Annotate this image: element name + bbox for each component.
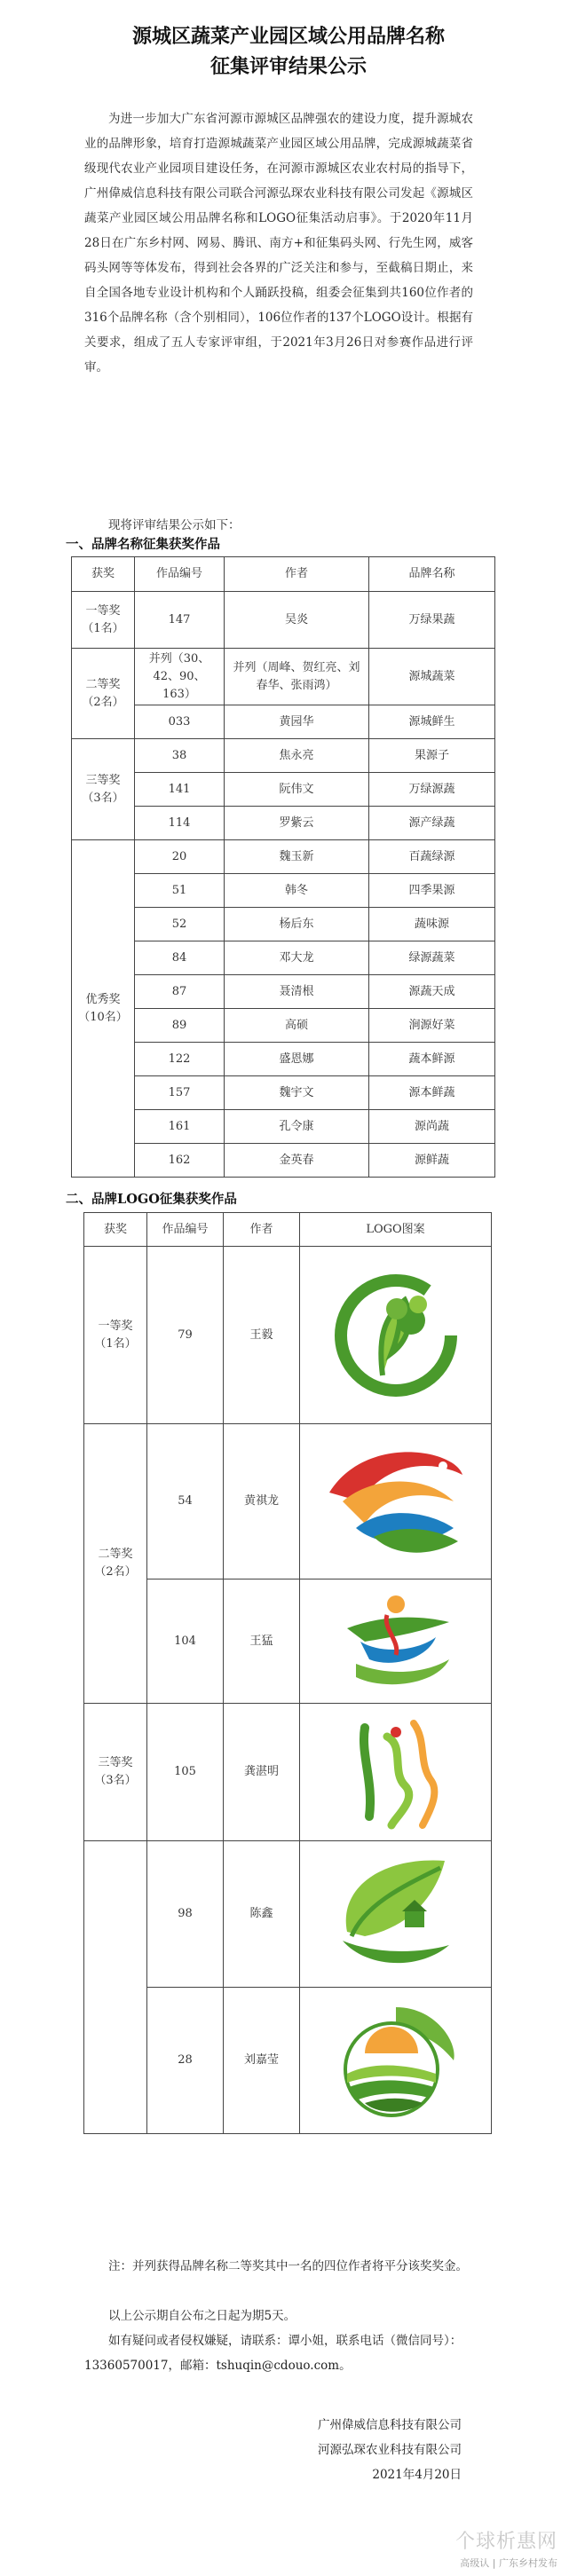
table-cell: 魏玉新 <box>225 840 369 874</box>
table-cell: 157 <box>135 1076 225 1110</box>
table-cell: 源本鲜蔬 <box>369 1076 495 1110</box>
table-cell: 王毅 <box>224 1247 300 1424</box>
table-cell: 蔬味源 <box>369 908 495 941</box>
header-cell: 作品编号 <box>135 557 225 592</box>
table-cell: 122 <box>135 1043 225 1076</box>
table-cell: 陈鑫 <box>224 1841 300 1988</box>
table-cell: 源城鲜生 <box>369 705 495 739</box>
award-cell: 一等奖 （1名） <box>72 592 135 649</box>
footer-org-2: 河源弘琛农业科技有限公司 <box>318 2443 462 2457</box>
table-cell: 52 <box>135 908 225 941</box>
table-cell: 四季果源 <box>369 874 495 908</box>
table-row <box>72 592 495 649</box>
table-cell: 果源子 <box>369 739 495 773</box>
table-cell: 147 <box>135 592 225 649</box>
table-row <box>84 1704 492 1841</box>
table-cell: 033 <box>135 705 225 739</box>
table-cell: 聂清根 <box>225 975 369 1009</box>
table-cell: 百蔬绿源 <box>369 840 495 874</box>
table-row <box>72 739 495 773</box>
table-cell: 杨后东 <box>225 908 369 941</box>
table-row <box>72 1144 495 1178</box>
table-cell: 84 <box>135 941 225 975</box>
table-cell: 龚湛明 <box>224 1704 300 1841</box>
table-row <box>72 874 495 908</box>
watermark-sub: 高级认 | 广东乡村发布 <box>460 2557 557 2569</box>
award-cell <box>84 1841 147 2134</box>
table-cell: 王猛 <box>224 1579 300 1704</box>
table-cell: 黄园华 <box>225 705 369 739</box>
table-cell: 黄祺龙 <box>224 1424 300 1579</box>
award-cell: 三等奖 （3名） <box>84 1704 147 1841</box>
calligraphy-logo-icon <box>300 1704 492 1841</box>
award-cell: 一等奖 （1名） <box>84 1247 147 1424</box>
table-cell: 高硕 <box>225 1009 369 1043</box>
watermark: 个球析惠网 <box>454 2531 557 2553</box>
table-cell: 盛恩娜 <box>225 1043 369 1076</box>
logo-table <box>83 1212 492 2134</box>
table-cell: 20 <box>135 840 225 874</box>
leaf-house-logo-icon <box>300 1841 492 1988</box>
table-cell: 54 <box>147 1424 224 1579</box>
table-cell: 源鲜蔬 <box>369 1144 495 1178</box>
table-row <box>72 975 495 1009</box>
table-cell: 吴炎 <box>225 592 369 649</box>
bird-swoosh-logo-icon <box>300 1424 492 1579</box>
table-row <box>72 807 495 840</box>
table-cell: 绿源蔬菜 <box>369 941 495 975</box>
table-cell: 韩冬 <box>225 874 369 908</box>
table-cell: 141 <box>135 773 225 807</box>
page-title: 源城区蔬菜产业园区域公用品牌名称 <box>131 25 445 48</box>
award-cell: 三等奖 （3名） <box>72 739 135 840</box>
table-cell: 阮伟文 <box>225 773 369 807</box>
note-period: 以上公示期自公布之日起为期5天。 <box>108 2309 296 2323</box>
table-cell: 114 <box>135 807 225 840</box>
table-cell: 162 <box>135 1144 225 1178</box>
table-header-row <box>72 557 495 592</box>
leaf-logo-icon <box>300 1247 492 1424</box>
award-cell: 二等奖 （2名） <box>72 649 135 739</box>
table-cell: 79 <box>147 1247 224 1424</box>
table-cell: 邓大龙 <box>225 941 369 975</box>
table-cell: 28 <box>147 1988 224 2134</box>
table-cell: 并列（周峰、贺红亮、刘春华、张雨鸿） <box>225 649 369 705</box>
section-title-logo: 二、品牌LOGO征集获奖作品 <box>66 1192 237 1207</box>
brand-name-table <box>71 556 495 1178</box>
note-tie: 注：并列获得品牌名称二等奖其中一名的四位作者将平分该奖奖金。 <box>108 2259 468 2273</box>
sunrise-field-logo-icon <box>300 1988 492 2134</box>
table-cell: 蔬本鲜源 <box>369 1043 495 1076</box>
award-cell: 二等奖 （2名） <box>84 1424 147 1704</box>
table-cell: 98 <box>147 1841 224 1988</box>
footer-date: 2021年4月20日 <box>372 2468 462 2482</box>
table-row <box>72 1043 495 1076</box>
table-cell: 161 <box>135 1110 225 1144</box>
table-cell: 金英春 <box>225 1144 369 1178</box>
table-cell: 105 <box>147 1704 224 1841</box>
table-row <box>84 1841 492 1988</box>
table-cell: 并列（30、42、90、163） <box>135 649 225 705</box>
header-cell: 作者 <box>224 1213 300 1247</box>
table-cell: 87 <box>135 975 225 1009</box>
table-cell: 104 <box>147 1579 224 1704</box>
note-contact: 如有疑问或者侵权嫌疑，请联系：谭小姐，联系电话（微信同号）：13360570017，邮箱：tshuqin@cdouo.com。 <box>84 2334 462 2373</box>
river-figure-logo-icon <box>300 1579 492 1704</box>
header-cell: LOGO图案 <box>300 1213 492 1247</box>
table-cell: 38 <box>135 739 225 773</box>
table-cell: 万绿源蔬 <box>369 773 495 807</box>
table-cell: 源城蔬菜 <box>369 649 495 705</box>
table-cell: 万绿果蔬 <box>369 592 495 649</box>
table-row <box>72 840 495 874</box>
page-subtitle: 征集评审结果公示 <box>209 55 367 78</box>
table-row <box>72 649 495 705</box>
intro-paragraph: 为进一步加大广东省河源市源城区品牌强农的建设力度，提升源城农业的品牌形象，培育打造源城蔬菜产业园区域公用品牌，完成源城蔬菜省级现代农业产业园项目建设任务，在河源市源城区农业农村局的指导下，广州偉威信息科技有限公司联合河源弘琛农业科技有限公司发起《源城区蔬菜产业园区域公用品牌名称和LOGO征集活动启事》。于2020年11月28日在广东乡村网、网易、腾讯、南方+和征集码头网、行先生网，威客码头网等等体发布，得到社会各界的广泛关注和参与，至截稿日期止，来自全国各地专业设计机构和个人踊跃投稿，组委会征集到共160位作者的316个品牌名称（含个别相同），106位作者的137个LOGO设计。根据有关要求，组成了五人专家评审组，于2021年3月26日对参赛作品进行评审。 <box>84 112 473 374</box>
table-cell: 源尚蔬 <box>369 1110 495 1144</box>
table-row <box>72 1110 495 1144</box>
footer-org-1: 广州偉威信息科技有限公司 <box>318 2418 462 2432</box>
table-cell: 89 <box>135 1009 225 1043</box>
header-cell: 作品编号 <box>147 1213 224 1247</box>
table-cell: 源蔬天成 <box>369 975 495 1009</box>
table-cell: 刘嘉莹 <box>224 1988 300 2134</box>
section-title-names: 一、品牌名称征集获奖作品 <box>66 537 220 552</box>
table-header-row <box>84 1213 492 1247</box>
table-row <box>72 773 495 807</box>
table-cell: 源产绿蔬 <box>369 807 495 840</box>
table-cell: 罗紫云 <box>225 807 369 840</box>
table-row <box>72 941 495 975</box>
table-cell: 焦永亮 <box>225 739 369 773</box>
header-cell: 品牌名称 <box>369 557 495 592</box>
table-cell: 涧源好菜 <box>369 1009 495 1043</box>
header-cell: 获奖 <box>84 1213 147 1247</box>
table-row <box>84 1247 492 1424</box>
header-cell: 作者 <box>225 557 369 592</box>
table-row <box>84 1424 492 1579</box>
award-cell: 优秀奖 （10名） <box>72 840 135 1178</box>
header-cell: 获奖 <box>72 557 135 592</box>
table-row <box>72 1076 495 1110</box>
table-cell: 孔令康 <box>225 1110 369 1144</box>
table-row <box>72 705 495 739</box>
table-cell: 51 <box>135 874 225 908</box>
table-row <box>72 908 495 941</box>
intro-paragraph-2: 现将评审结果公示如下： <box>108 518 241 532</box>
table-row <box>72 1009 495 1043</box>
table-cell: 魏宇文 <box>225 1076 369 1110</box>
